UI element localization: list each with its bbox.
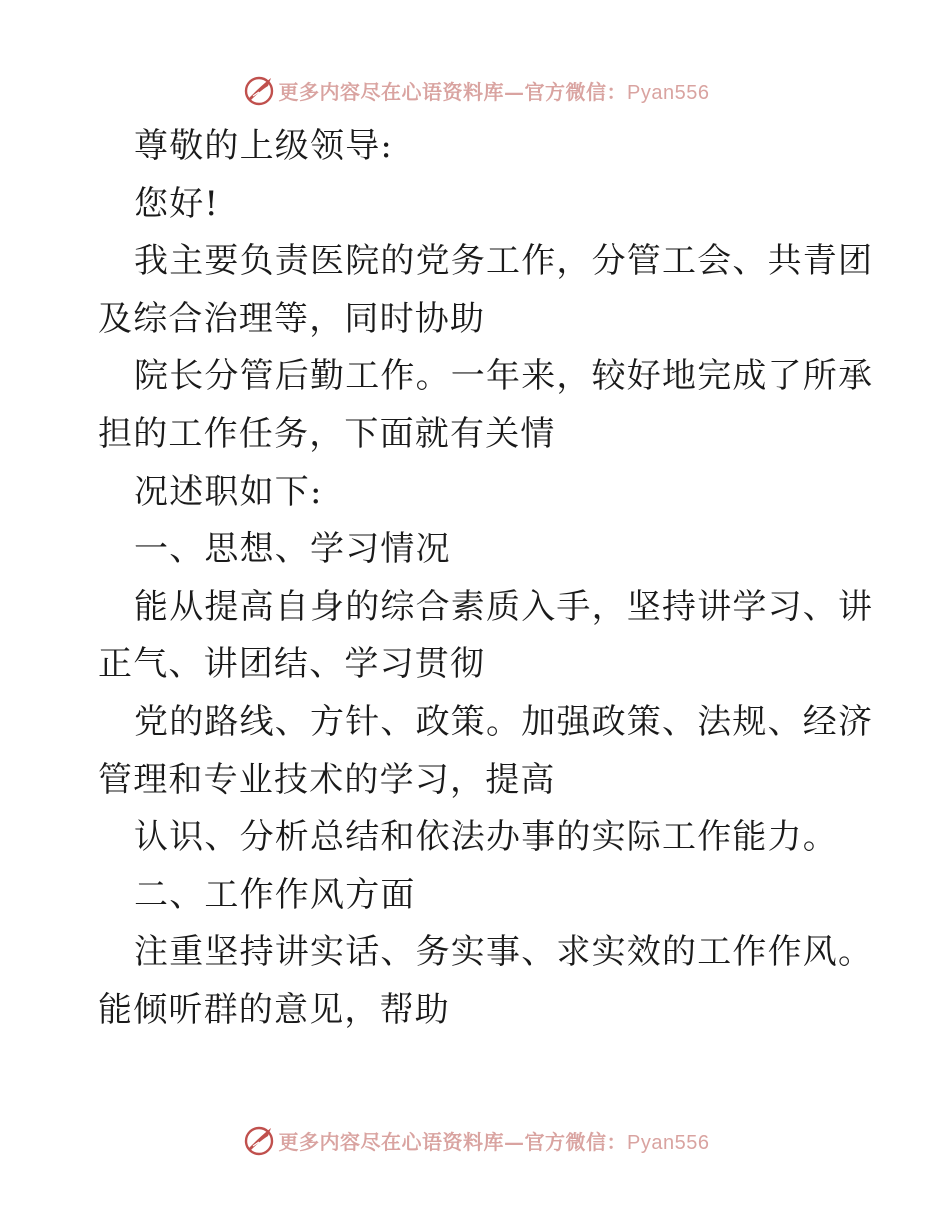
watermark-header <box>0 70 950 110</box>
paragraph-continuation-line: 及综合治理等，同时协助 <box>98 298 486 339</box>
paragraph-continuation-line: 担的工作任务，下面就有关情 <box>98 413 556 454</box>
paragraph <box>98 579 874 694</box>
paragraph-first-line: 能从提高自身的综合素质入手，坚持讲学习、讲 <box>134 586 874 627</box>
paragraph-first-line: 一、思想、学习情况 <box>134 529 451 570</box>
paragraph <box>98 694 874 809</box>
watermark-wechat-id: Pyan556 <box>627 81 710 104</box>
document-body <box>98 118 874 1040</box>
paragraph <box>98 176 854 234</box>
watermark-text: 更多内容尽在心语资料库—官方微信：Pyan556 <box>278 79 710 104</box>
paragraph <box>98 924 874 1039</box>
pen-nib-logo-icon <box>241 1122 277 1158</box>
paragraph-first-line: 认识、分析总结和依法办事的实际工作能力。 <box>134 817 838 858</box>
paragraph-continuation-line: 能倾听群的意见，帮助 <box>98 989 450 1030</box>
paragraph <box>98 233 874 348</box>
pen-nib-logo-icon <box>241 72 277 108</box>
watermark-footer <box>0 1120 950 1160</box>
paragraph <box>98 809 854 867</box>
paragraph <box>98 348 874 463</box>
paragraph-first-line: 尊敬的上级领导: <box>134 126 394 166</box>
paragraph-first-line: 况述职如下: <box>134 471 323 512</box>
paragraph <box>98 118 854 176</box>
paragraph-continuation-line: 管理和专业技术的学习，提高 <box>98 759 556 800</box>
paragraph-first-line: 二、工作作风方面 <box>134 874 416 915</box>
paragraph <box>98 521 854 579</box>
watermark-wechat-id: Pyan556 <box>627 1131 710 1154</box>
paragraph-first-line: 您好! <box>134 183 220 224</box>
paragraph-first-line: 院长分管后勤工作。一年来，较好地完成了所承 <box>134 356 874 397</box>
paragraph-continuation-line: 正气、讲团结、学习贯彻 <box>98 644 486 685</box>
paragraph <box>98 867 854 925</box>
paragraph-first-line: 党的路线、方针、政策。加强政策、法规、经济 <box>134 701 874 742</box>
paragraph <box>98 464 854 522</box>
paragraph-first-line: 注重坚持讲实话、务实事、求实效的工作作风。 <box>134 932 874 973</box>
watermark-text: 更多内容尽在心语资料库—官方微信：Pyan556 <box>278 1129 710 1154</box>
paragraph-first-line: 我主要负责医院的党务工作，分管工会、共青团 <box>134 241 874 282</box>
